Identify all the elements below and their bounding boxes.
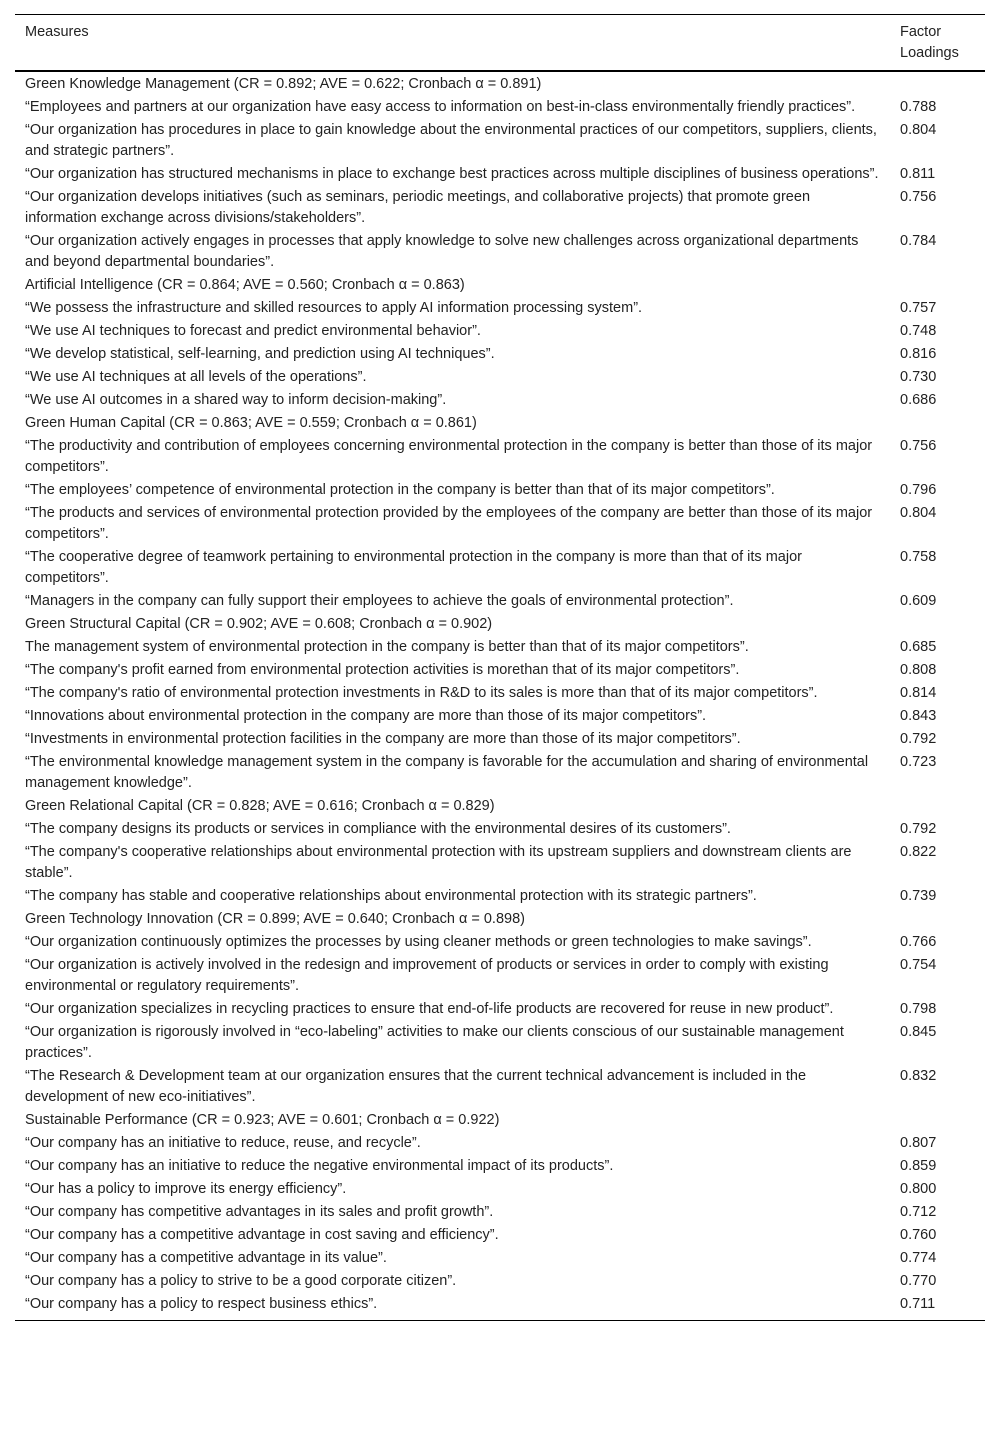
measure-text: “Our organization continuously optimizes the processes by using cleaner methods or green technologies to make savings”. bbox=[25, 934, 812, 950]
section-title: Green Technology Innovation (CR = 0.899; AVE = 0.640; Cronbach α = 0.898) bbox=[25, 911, 525, 927]
section-row bbox=[15, 908, 985, 931]
section-title: Artificial Intelligence (CR = 0.864; AVE = 0.560; Cronbach α = 0.863) bbox=[25, 277, 465, 293]
factor-loading: 0.760 bbox=[900, 1227, 937, 1243]
factor-loading bbox=[890, 1109, 985, 1132]
factor-loading: 0.808 bbox=[900, 662, 937, 678]
table-row bbox=[15, 320, 985, 343]
table-row bbox=[15, 366, 985, 389]
section-row bbox=[15, 795, 985, 818]
factor-loading: 0.832 bbox=[900, 1068, 937, 1084]
measure-text: “The company has stable and cooperative relationships about environmental protection with its strategic partners”. bbox=[25, 888, 757, 904]
factor-loading: 0.816 bbox=[900, 346, 937, 362]
measure-text: “Employees and partners at our organization have easy access to information on best-in-class environmentally friendly practices”. bbox=[25, 99, 856, 115]
section-row bbox=[15, 71, 985, 96]
factor-loading: 0.711 bbox=[900, 1296, 936, 1312]
section-row bbox=[15, 1109, 985, 1132]
factor-loading: 0.784 bbox=[900, 233, 937, 249]
measure-text: “Our has a policy to improve its energy efficiency”. bbox=[25, 1181, 347, 1197]
table-row bbox=[15, 1270, 985, 1293]
factor-loading: 0.804 bbox=[900, 122, 937, 138]
measure-text: “Our organization actively engages in processes that apply knowledge to solve new challenges across organizational departments and beyond departmental boundaries”. bbox=[25, 233, 859, 270]
measure-text: “Our organization specializes in recycling practices to ensure that end-of-life products are recovered for reuse in new product”. bbox=[25, 1001, 834, 1017]
factor-loading: 0.845 bbox=[900, 1024, 937, 1040]
measure-text: “Our organization is actively involved in the redesign and improvement of products or services in order to comply with existing environmental or regulatory requirements”. bbox=[25, 957, 829, 994]
measure-text: “We develop statistical, self-learning, and prediction using AI techniques”. bbox=[25, 346, 495, 362]
header-factor-loadings: Factor Loadings bbox=[900, 24, 959, 61]
table-row bbox=[15, 1293, 985, 1321]
measure-text: “The Research & Development team at our organization ensures that the current technical advancement is included in the development of new eco-initiatives”. bbox=[25, 1068, 807, 1105]
table-row bbox=[15, 163, 985, 186]
table-row bbox=[15, 1247, 985, 1270]
table-row bbox=[15, 818, 985, 841]
table-row bbox=[15, 705, 985, 728]
factor-loading: 0.792 bbox=[900, 821, 937, 837]
table-row bbox=[15, 841, 985, 885]
table-row bbox=[15, 751, 985, 795]
table-row bbox=[15, 389, 985, 412]
section-title: Green Knowledge Management (CR = 0.892; AVE = 0.622; Cronbach α = 0.891) bbox=[25, 76, 542, 92]
measure-text: “Our company has a competitive advantage in its value”. bbox=[25, 1250, 387, 1266]
table-row bbox=[15, 659, 985, 682]
table-row bbox=[15, 998, 985, 1021]
measure-text: “Investments in environmental protection facilities in the company are more than those of its major competitors”. bbox=[25, 731, 741, 747]
factor-loading: 0.723 bbox=[900, 754, 937, 770]
section-title: Sustainable Performance (CR = 0.923; AVE = 0.601; Cronbach α = 0.922) bbox=[25, 1112, 500, 1128]
measure-text: “Our company has competitive advantages in its sales and profit growth”. bbox=[25, 1204, 494, 1220]
table-row bbox=[15, 343, 985, 366]
table-row bbox=[15, 435, 985, 479]
measure-text: “Innovations about environmental protection in the company are more than those of its major competitors”. bbox=[25, 708, 707, 724]
table-row bbox=[15, 186, 985, 230]
measure-text: “We use AI outcomes in a shared way to inform decision-making”. bbox=[25, 392, 447, 408]
table-body bbox=[15, 71, 985, 1321]
factor-loading: 0.609 bbox=[900, 593, 937, 609]
header-row bbox=[15, 15, 985, 72]
measure-text: “The company's cooperative relationships about environmental protection with its upstream suppliers and downstream clients are stable”. bbox=[25, 844, 852, 881]
factor-loading: 0.800 bbox=[900, 1181, 937, 1197]
factor-loading: 0.730 bbox=[900, 369, 937, 385]
factor-loading: 0.798 bbox=[900, 1001, 937, 1017]
section-row bbox=[15, 412, 985, 435]
table-row bbox=[15, 297, 985, 320]
factor-loading: 0.739 bbox=[900, 888, 937, 904]
factor-loading: 0.804 bbox=[900, 505, 937, 521]
section-title: Green Relational Capital (CR = 0.828; AVE = 0.616; Cronbach α = 0.829) bbox=[25, 798, 495, 814]
table-row bbox=[15, 1065, 985, 1109]
measure-text: “The productivity and contribution of employees concerning environmental protection in the company is better than those of its major competitors”. bbox=[25, 438, 873, 475]
factor-loading: 0.756 bbox=[900, 438, 937, 454]
factor-loading bbox=[890, 613, 985, 636]
factor-loading: 0.814 bbox=[900, 685, 937, 701]
factor-loading: 0.712 bbox=[900, 1204, 937, 1220]
measure-text: The management system of environmental protection in the company is better than that of its major competitors”. bbox=[25, 639, 749, 655]
measure-text: “We use AI techniques at all levels of the operations”. bbox=[25, 369, 367, 385]
table-row bbox=[15, 1132, 985, 1155]
factor-loading: 0.685 bbox=[900, 639, 937, 655]
section-title: Green Structural Capital (CR = 0.902; AVE = 0.608; Cronbach α = 0.902) bbox=[25, 616, 493, 632]
table-row bbox=[15, 230, 985, 274]
header-measures: Measures bbox=[25, 24, 89, 40]
factor-loading: 0.756 bbox=[900, 189, 937, 205]
table-row bbox=[15, 1224, 985, 1247]
factor-loading bbox=[890, 908, 985, 931]
table-row bbox=[15, 590, 985, 613]
measure-text: “The environmental knowledge management system in the company is favorable for the accumulation and sharing of environmental management knowledge”. bbox=[25, 754, 869, 791]
measure-text: “The employees’ competence of environmental protection in the company is better than that of its major competitors”. bbox=[25, 482, 775, 498]
measures-table-container bbox=[15, 14, 985, 1321]
measure-text: “The cooperative degree of teamwork pertaining to environmental protection in the company is more than that of its major competitors”. bbox=[25, 549, 802, 586]
table-row bbox=[15, 682, 985, 705]
factor-loading: 0.822 bbox=[900, 844, 937, 860]
factor-loading: 0.766 bbox=[900, 934, 937, 950]
factor-loading: 0.859 bbox=[900, 1158, 937, 1174]
measure-text: “The company's profit earned from environmental protection activities is morethan that of its major competitors”. bbox=[25, 662, 740, 678]
table-row bbox=[15, 728, 985, 751]
table-row bbox=[15, 479, 985, 502]
factor-loading: 0.796 bbox=[900, 482, 937, 498]
factor-loading: 0.811 bbox=[900, 166, 936, 182]
factor-loading: 0.754 bbox=[900, 957, 937, 973]
factor-loading: 0.758 bbox=[900, 549, 937, 565]
measure-text: “Our company has an initiative to reduce the negative environmental impact of its products”. bbox=[25, 1158, 614, 1174]
table-row bbox=[15, 1155, 985, 1178]
measure-text: “Our organization has structured mechanisms in place to exchange best practices across multiple disciplines of business operations”. bbox=[25, 166, 879, 182]
measure-text: “The products and services of environmental protection provided by the employees of the company are better than those of its major competitors”. bbox=[25, 505, 873, 542]
factor-loading: 0.686 bbox=[900, 392, 937, 408]
measure-text: “Our company has an initiative to reduce, reuse, and recycle”. bbox=[25, 1135, 421, 1151]
measure-text: “We use AI techniques to forecast and predict environmental behavior”. bbox=[25, 323, 481, 339]
measure-text: “The company designs its products or services in compliance with the environmental desires of its customers”. bbox=[25, 821, 731, 837]
table-header bbox=[15, 15, 985, 72]
table-row bbox=[15, 546, 985, 590]
factor-loading bbox=[890, 795, 985, 818]
measure-text: “Our company has a policy to strive to be a good corporate citizen”. bbox=[25, 1273, 457, 1289]
factor-loading: 0.792 bbox=[900, 731, 937, 747]
factor-loading: 0.757 bbox=[900, 300, 937, 316]
table-row bbox=[15, 502, 985, 546]
table-row bbox=[15, 96, 985, 119]
factor-loading: 0.770 bbox=[900, 1273, 937, 1289]
measures-table bbox=[15, 14, 985, 1321]
measure-text: “Our organization is rigorously involved in “eco-labeling” activities to make our clients conscious of our sustainable management practices”. bbox=[25, 1024, 844, 1061]
table-row bbox=[15, 119, 985, 163]
measure-text: “Managers in the company can fully support their employees to achieve the goals of environmental protection”. bbox=[25, 593, 734, 609]
measure-text: “We possess the infrastructure and skilled resources to apply AI information processing system”. bbox=[25, 300, 643, 316]
measure-text: “Our company has a policy to respect business ethics”. bbox=[25, 1296, 378, 1312]
measure-text: “Our organization develops initiatives (such as seminars, periodic meetings, and collaborative projects) that promote green information exchange across divisions/stakeholders”. bbox=[25, 189, 811, 226]
factor-loading: 0.788 bbox=[900, 99, 937, 115]
factor-loading: 0.748 bbox=[900, 323, 937, 339]
section-row bbox=[15, 613, 985, 636]
factor-loading bbox=[890, 412, 985, 435]
table-row bbox=[15, 931, 985, 954]
table-row bbox=[15, 885, 985, 908]
section-title: Green Human Capital (CR = 0.863; AVE = 0.559; Cronbach α = 0.861) bbox=[25, 415, 477, 431]
table-row bbox=[15, 1178, 985, 1201]
factor-loading bbox=[890, 71, 985, 96]
section-row bbox=[15, 274, 985, 297]
factor-loading: 0.774 bbox=[900, 1250, 937, 1266]
table-row bbox=[15, 1201, 985, 1224]
table-row bbox=[15, 1021, 985, 1065]
table-row bbox=[15, 954, 985, 998]
factor-loading: 0.843 bbox=[900, 708, 937, 724]
factor-loading: 0.807 bbox=[900, 1135, 937, 1151]
measure-text: “Our organization has procedures in place to gain knowledge about the environmental practices of our competitors, suppliers, clients, and strategic partners”. bbox=[25, 122, 877, 159]
measure-text: “The company's ratio of environmental protection investments in R&D to its sales is more than that of its major competitors”. bbox=[25, 685, 818, 701]
table-row bbox=[15, 636, 985, 659]
measure-text: “Our company has a competitive advantage in cost saving and efficiency”. bbox=[25, 1227, 499, 1243]
factor-loading bbox=[890, 274, 985, 297]
